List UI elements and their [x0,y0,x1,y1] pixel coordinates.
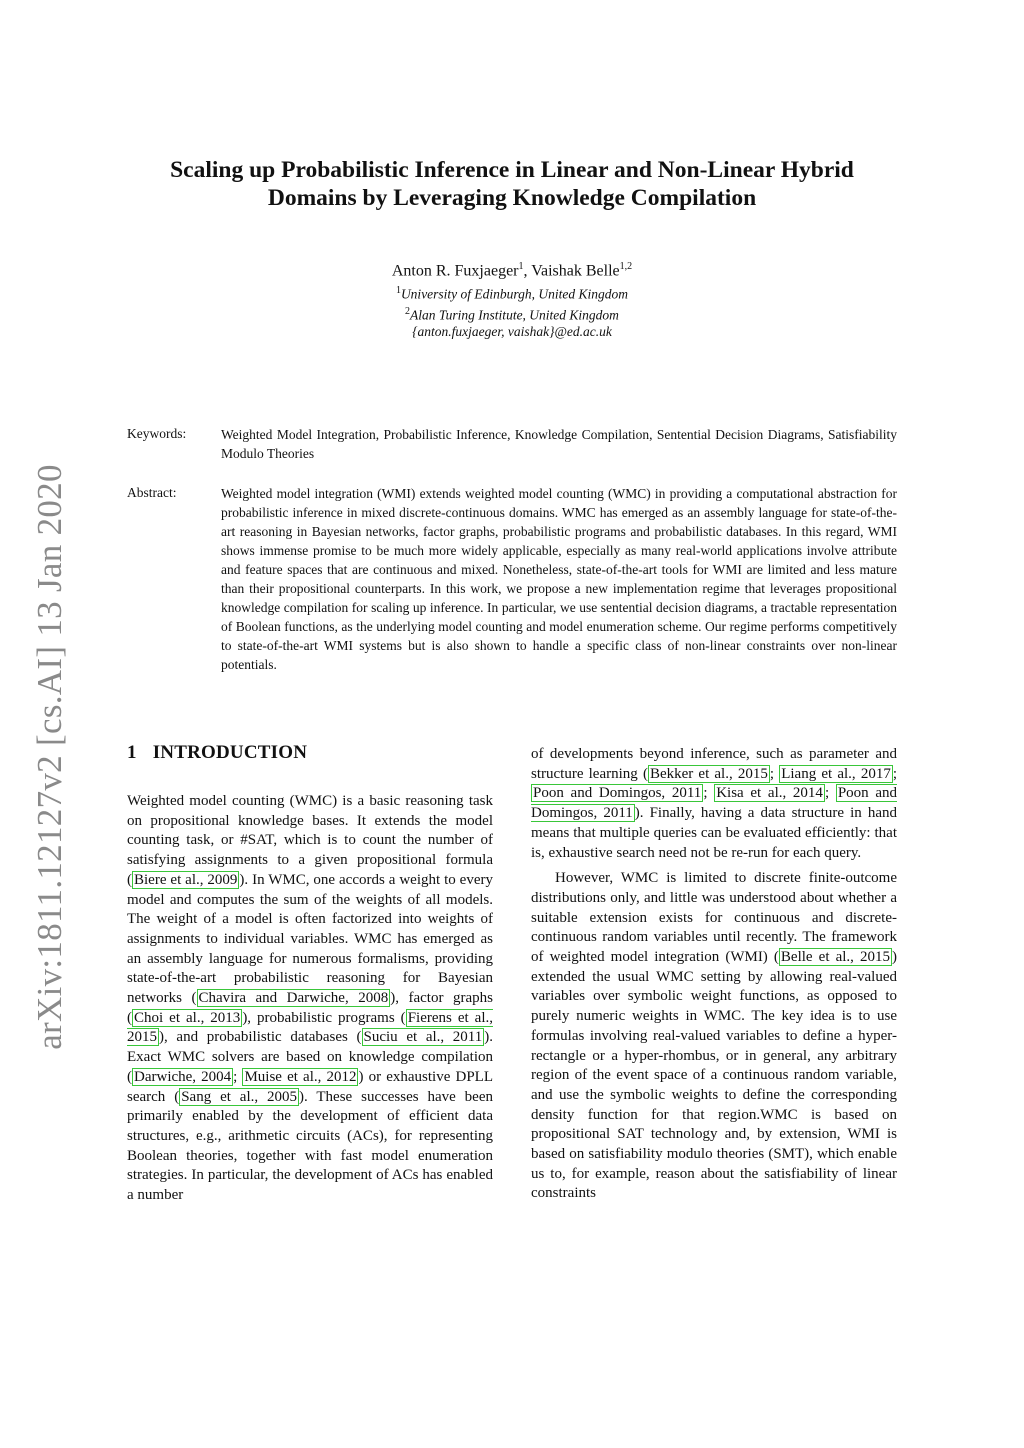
arxiv-identifier-text: arXiv:1811.12127v2 [cs.AI] 13 Jan 2020 [30,464,70,1050]
section-heading-introduction [127,742,307,764]
abstract-text: Weighted model integration (WMI) extends weighted model counting (WMC) in providing a computational abstraction for probabilistic inference in mixed discrete-continuous domains. WMC has emerged as an assembly language for state-of-the-art reasoning in Bayesian networks, factor graphs, probabilistic programs and probabilistic databases. In this regard, WMI shows immense promise to be much more widely applicable, especially as many real-world applications involve attribute and feature spaces that are continuous and mixed. Nonetheless, state-of-the-art tools for WMI are limited and less mature than their propositional counterparts. In this work, we propose a new implementation regime that leverages propositional knowledge compilation for scaling up inference. In particular, we use sentential decision diagrams, a tractable representation of Boolean functions, as the underlying model counting and model enumeration scheme. Our regime performs competitively to state-of-the-art WMI systems but is also shown to handle a specific class of non-linear constraints over non-linear potentials. [221,486,897,672]
affiliation-1 [100,281,924,305]
citation-link[interactable]: Liang et al., 2017 [781,765,891,782]
body-text: ) extended the usual WMC setting by allowing real-valued variables over symbolic weight functions, as opposed to purely numeric weights in WMC. The key idea is to use formulas involving real-valued variables to define a hyper-rectangle or a hyper-rhombus, or in general, any arbitrary region of the event space of a continuous random variable, and use the symbolic weights to define the corresponding density function for that region.WMC is based on propositional SAT technology and, by extension, WMI is based on satisfiability modulo theories (SMT), which enable us to, for example, reason about the satisfiability of linear constraints [531,949,897,1202]
section-title: INTRODUCTION [152,742,308,763]
affiliation-text: University of Edinburgh, United Kingdom [400,286,629,302]
left-column-text [127,792,493,1206]
author-affiliation-mark: 1 [518,261,524,272]
abstract-label: Abstract: [127,485,177,500]
body-text: ; [233,1068,243,1085]
intro-paragraph-1 [127,792,493,1206]
intro-paragraph-2 [531,869,897,1204]
body-text: Weighted model counting (WMC) is a basic reasoning task on propositional knowledge bases. It extends the model counting task, or #SAT, which is to count the number of satisfying assignments to a given propositional formula ( [127,793,493,888]
body-text: ). Exact WMC solvers are based on knowledge compilation ( [127,1029,493,1085]
author-separator: , [523,262,532,280]
citation-link[interactable]: Biere et al., 2009 [134,871,238,888]
author-affiliation-mark: 1,2 [619,261,633,272]
body-text: ) or exhaustive DPLL search ( [127,1068,493,1105]
citation-link[interactable]: Chavira and Darwiche, 2008 [198,990,389,1007]
body-text: of developments beyond inference, such as parameter and structure learning ( [531,746,897,782]
body-text: ; [703,785,715,802]
citation-link[interactable]: Darwiche, 2004 [134,1068,232,1085]
author-emails: {anton.fuxjaeger, vaishak}@ed.ac.uk [412,324,612,339]
body-text: ). These successes have been primarily enabled by the development of efficient data structures, e.g., arithmetic circuits (ACs), for representing Boolean theories, together with fast model enumeration strategies. In particular, the development of ACs has enabled a number [127,1088,493,1204]
citation-link[interactable]: Poon and Domingos, 2011 [531,785,898,822]
body-text: However, WMC is limited to discrete finite-outcome distributions only, and little was understood about whether a suitable extension exists for continuous and discrete-continuous random variables until recently. The framework of weighted model integration (WMI) ( [531,870,897,966]
arxiv-identifier-stamp [30,462,70,1052]
body-text: ). In WMC, one accords a weight to every model and computes the sum of the weights of all models. The weight of a model is often factorized into weights of assignments to individual variables. WMC has emerged as an assembly language for numerous formalisms, providing state-of-the-art probabilistic reasoning for Bayesian networks ( [127,871,493,1007]
citation-link[interactable]: Choi et al., 2013 [134,1009,241,1026]
citation-link[interactable]: Suciu et al., 2011 [363,1029,483,1046]
body-text: ), probabilistic programs ( [242,1009,406,1026]
citation-link[interactable]: Muise et al., 2012 [244,1068,357,1085]
keywords-label: Keywords: [127,426,187,441]
affiliation-mark: 2 [405,306,411,317]
citation-link[interactable]: Sang et al., 2005 [181,1088,298,1105]
citation-link[interactable]: Bekker et al., 2015 [649,765,768,782]
keywords-text: Weighted Model Integration, Probabilistic Inference, Knowledge Compilation, Sentential Decision Diagrams, Satisfiability Modulo Theories [221,427,897,461]
citation-link[interactable]: Kisa et al., 2014 [716,785,823,802]
author-name: Vaishak Belle [531,262,620,280]
paper-title-line-2: Domains by Leveraging Knowledge Compilation [267,185,757,211]
intro-paragraph-continued [531,745,897,863]
body-text: ), factor graphs ( [127,990,493,1026]
author-list [100,256,924,282]
citation-link[interactable]: Belle et al., 2015 [780,949,890,966]
body-text: ), and probabilistic databases ( [159,1029,362,1046]
body-text: ; [892,765,898,782]
citation-link[interactable]: Fierens et al., 2015 [127,1009,493,1046]
paper-title [100,156,924,212]
affiliation-mark: 1 [395,285,401,296]
body-text: ). Finally, having a data structure in hand means that multiple queries can be evaluated efficiently: that is, exhaustive search need not be re-run for each query. [531,805,897,861]
citation-link[interactable]: Poon and Domingos, 2011 [533,785,702,802]
affiliation-text: Alan Turing Institute, United Kingdom [410,307,619,323]
body-text: ; [824,785,836,802]
right-column-text [531,745,897,1204]
author-name: Anton R. Fuxjaeger [391,262,519,280]
section-number: 1 [127,742,137,763]
paper-title-line-1: Scaling up Probabilistic Inference in Linear and Non-Linear Hybrid [170,157,854,183]
body-text: ; [769,765,780,782]
